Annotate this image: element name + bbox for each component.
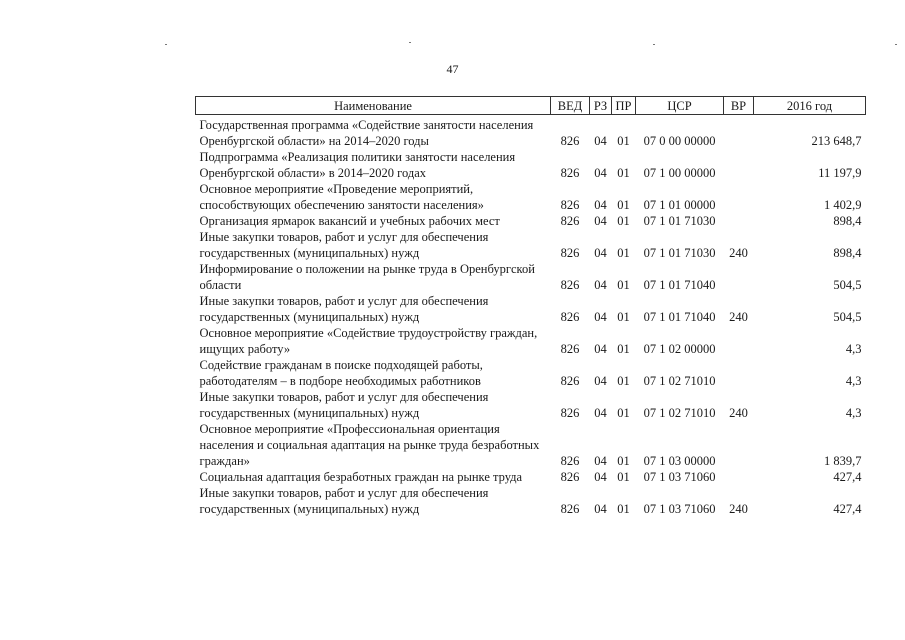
row-pr: 01 (617, 342, 630, 356)
row-rz: 04 (594, 310, 607, 324)
row-vr (724, 469, 754, 485)
row-ved: 826 (560, 310, 580, 324)
row-ved: 826 (560, 502, 580, 516)
header-csr: ЦСР (636, 97, 724, 115)
row-pr: 01 (617, 214, 630, 228)
row-vr: 240 (729, 310, 748, 324)
table-header-row (196, 97, 866, 115)
row-ved: 826 (560, 166, 580, 180)
row-csr: 07 1 02 71010 (643, 406, 716, 420)
row-amount: 4,3 (845, 342, 862, 356)
row-ved: 826 (560, 342, 580, 356)
row-vr (724, 325, 754, 357)
header-rz: РЗ (590, 97, 612, 115)
row-name: Основное мероприятие «Профессиональная ориентация населения и социальная адаптация на рынке труда безработных граждан» (199, 422, 540, 468)
row-pr: 01 (617, 502, 630, 516)
budget-table (195, 96, 866, 517)
row-ved: 826 (560, 214, 580, 228)
row-amount: 1 839,7 (824, 454, 862, 468)
row-vr: 240 (729, 502, 748, 516)
header-year: 2016 год (754, 97, 866, 115)
row-pr: 01 (617, 470, 630, 484)
row-csr: 07 1 02 71010 (643, 374, 716, 388)
table-row (196, 261, 866, 293)
row-csr: 07 1 00 00000 (643, 166, 716, 180)
row-pr: 01 (617, 278, 630, 292)
row-name: Иные закупки товаров, работ и услуг для обеспечения государственных (муниципальных) нужд (199, 230, 489, 260)
row-pr: 01 (617, 166, 630, 180)
table-row (196, 213, 866, 229)
row-rz: 04 (594, 166, 607, 180)
row-name: Иные закупки товаров, работ и услуг для обеспечения государственных (муниципальных) нужд (199, 390, 489, 420)
row-rz: 04 (594, 406, 607, 420)
row-pr: 01 (617, 198, 630, 212)
row-amount: 213 648,7 (811, 134, 862, 148)
row-amount: 427,4 (833, 470, 862, 484)
row-name: Иные закупки товаров, работ и услуг для обеспечения государственных (муниципальных) нужд (199, 486, 489, 516)
row-rz: 04 (594, 134, 607, 148)
row-ved: 826 (560, 374, 580, 388)
row-vr (724, 213, 754, 229)
row-amount: 4,3 (845, 374, 862, 388)
row-csr: 07 1 01 71040 (643, 278, 716, 292)
row-name: Иные закупки товаров, работ и услуг для обеспечения государственных (муниципальных) нужд (199, 294, 489, 324)
row-name: Содействие гражданам в поиске подходящей работы, работодателям – в подборе необходимых работников (199, 358, 483, 388)
table-body (196, 115, 866, 518)
header-vr: ВР (724, 97, 754, 115)
row-amount: 898,4 (833, 246, 862, 260)
row-vr (724, 421, 754, 469)
row-vr (724, 261, 754, 293)
row-vr: 240 (729, 406, 748, 420)
row-rz: 04 (594, 374, 607, 388)
row-amount: 427,4 (833, 502, 862, 516)
row-amount: 4,3 (845, 406, 862, 420)
scan-speck (165, 44, 167, 45)
row-vr: 240 (729, 246, 748, 260)
row-vr (724, 117, 754, 149)
row-name: Информирование о положении на рынке труда в Оренбургской области (199, 262, 535, 292)
row-csr: 07 1 01 71040 (643, 310, 716, 324)
row-pr: 01 (617, 406, 630, 420)
row-rz: 04 (594, 454, 607, 468)
row-amount: 11 197,9 (818, 166, 862, 180)
row-rz: 04 (594, 470, 607, 484)
table-row (196, 469, 866, 485)
row-name: Основное мероприятие «Проведение мероприятий, способствующих обеспечению занятости населения» (199, 182, 484, 212)
table-row (196, 389, 866, 421)
row-csr: 07 1 01 00000 (643, 198, 716, 212)
row-rz: 04 (594, 246, 607, 260)
table-row (196, 117, 866, 149)
row-rz: 04 (594, 198, 607, 212)
row-csr: 07 0 00 00000 (643, 134, 716, 148)
row-csr: 07 1 01 71030 (643, 246, 716, 260)
scan-speck (409, 42, 411, 43)
row-ved: 826 (560, 134, 580, 148)
scan-speck (895, 44, 897, 45)
row-csr: 07 1 02 00000 (643, 342, 716, 356)
row-amount: 504,5 (833, 278, 862, 292)
row-ved: 826 (560, 470, 580, 484)
row-name: Социальная адаптация безработных граждан на рынке труда (199, 470, 523, 484)
row-pr: 01 (617, 246, 630, 260)
row-pr: 01 (617, 310, 630, 324)
table-row (196, 149, 866, 181)
row-rz: 04 (594, 342, 607, 356)
row-ved: 826 (560, 198, 580, 212)
row-vr (724, 181, 754, 213)
table-row (196, 325, 866, 357)
row-amount: 504,5 (833, 310, 862, 324)
table-row (196, 181, 866, 213)
row-rz: 04 (594, 214, 607, 228)
table-row (196, 357, 866, 389)
header-ved: ВЕД (551, 97, 590, 115)
row-pr: 01 (617, 134, 630, 148)
table-row (196, 293, 866, 325)
row-pr: 01 (617, 454, 630, 468)
row-name: Основное мероприятие «Содействие трудоустройству граждан, ищущих работу» (199, 326, 538, 356)
table-row (196, 421, 866, 469)
row-csr: 07 1 03 71060 (643, 502, 716, 516)
header-pr: ПР (612, 97, 636, 115)
row-rz: 04 (594, 278, 607, 292)
table-row (196, 229, 866, 261)
table-row (196, 485, 866, 517)
row-name: Подпрограмма «Реализация политики занятости населения Оренбургской области» в 2014–2020 годах (199, 150, 516, 180)
row-name: Организация ярмарок вакансий и учебных рабочих мест (199, 214, 500, 228)
row-ved: 826 (560, 246, 580, 260)
scan-speck (653, 44, 655, 45)
row-csr: 07 1 03 71060 (643, 470, 716, 484)
row-amount: 1 402,9 (824, 198, 862, 212)
header-name: Наименование (196, 97, 551, 115)
row-ved: 826 (560, 454, 580, 468)
row-csr: 07 1 03 00000 (643, 454, 716, 468)
row-vr (724, 149, 754, 181)
row-pr: 01 (617, 374, 630, 388)
row-csr: 07 1 01 71030 (643, 214, 716, 228)
row-name: Государственная программа «Содействие занятости населения Оренбургской области» на 2014–2020 годы (199, 118, 534, 148)
row-rz: 04 (594, 502, 607, 516)
row-ved: 826 (560, 278, 580, 292)
row-ved: 826 (560, 406, 580, 420)
page-number: 47 (446, 62, 459, 76)
row-amount: 898,4 (833, 214, 862, 228)
row-vr (724, 357, 754, 389)
